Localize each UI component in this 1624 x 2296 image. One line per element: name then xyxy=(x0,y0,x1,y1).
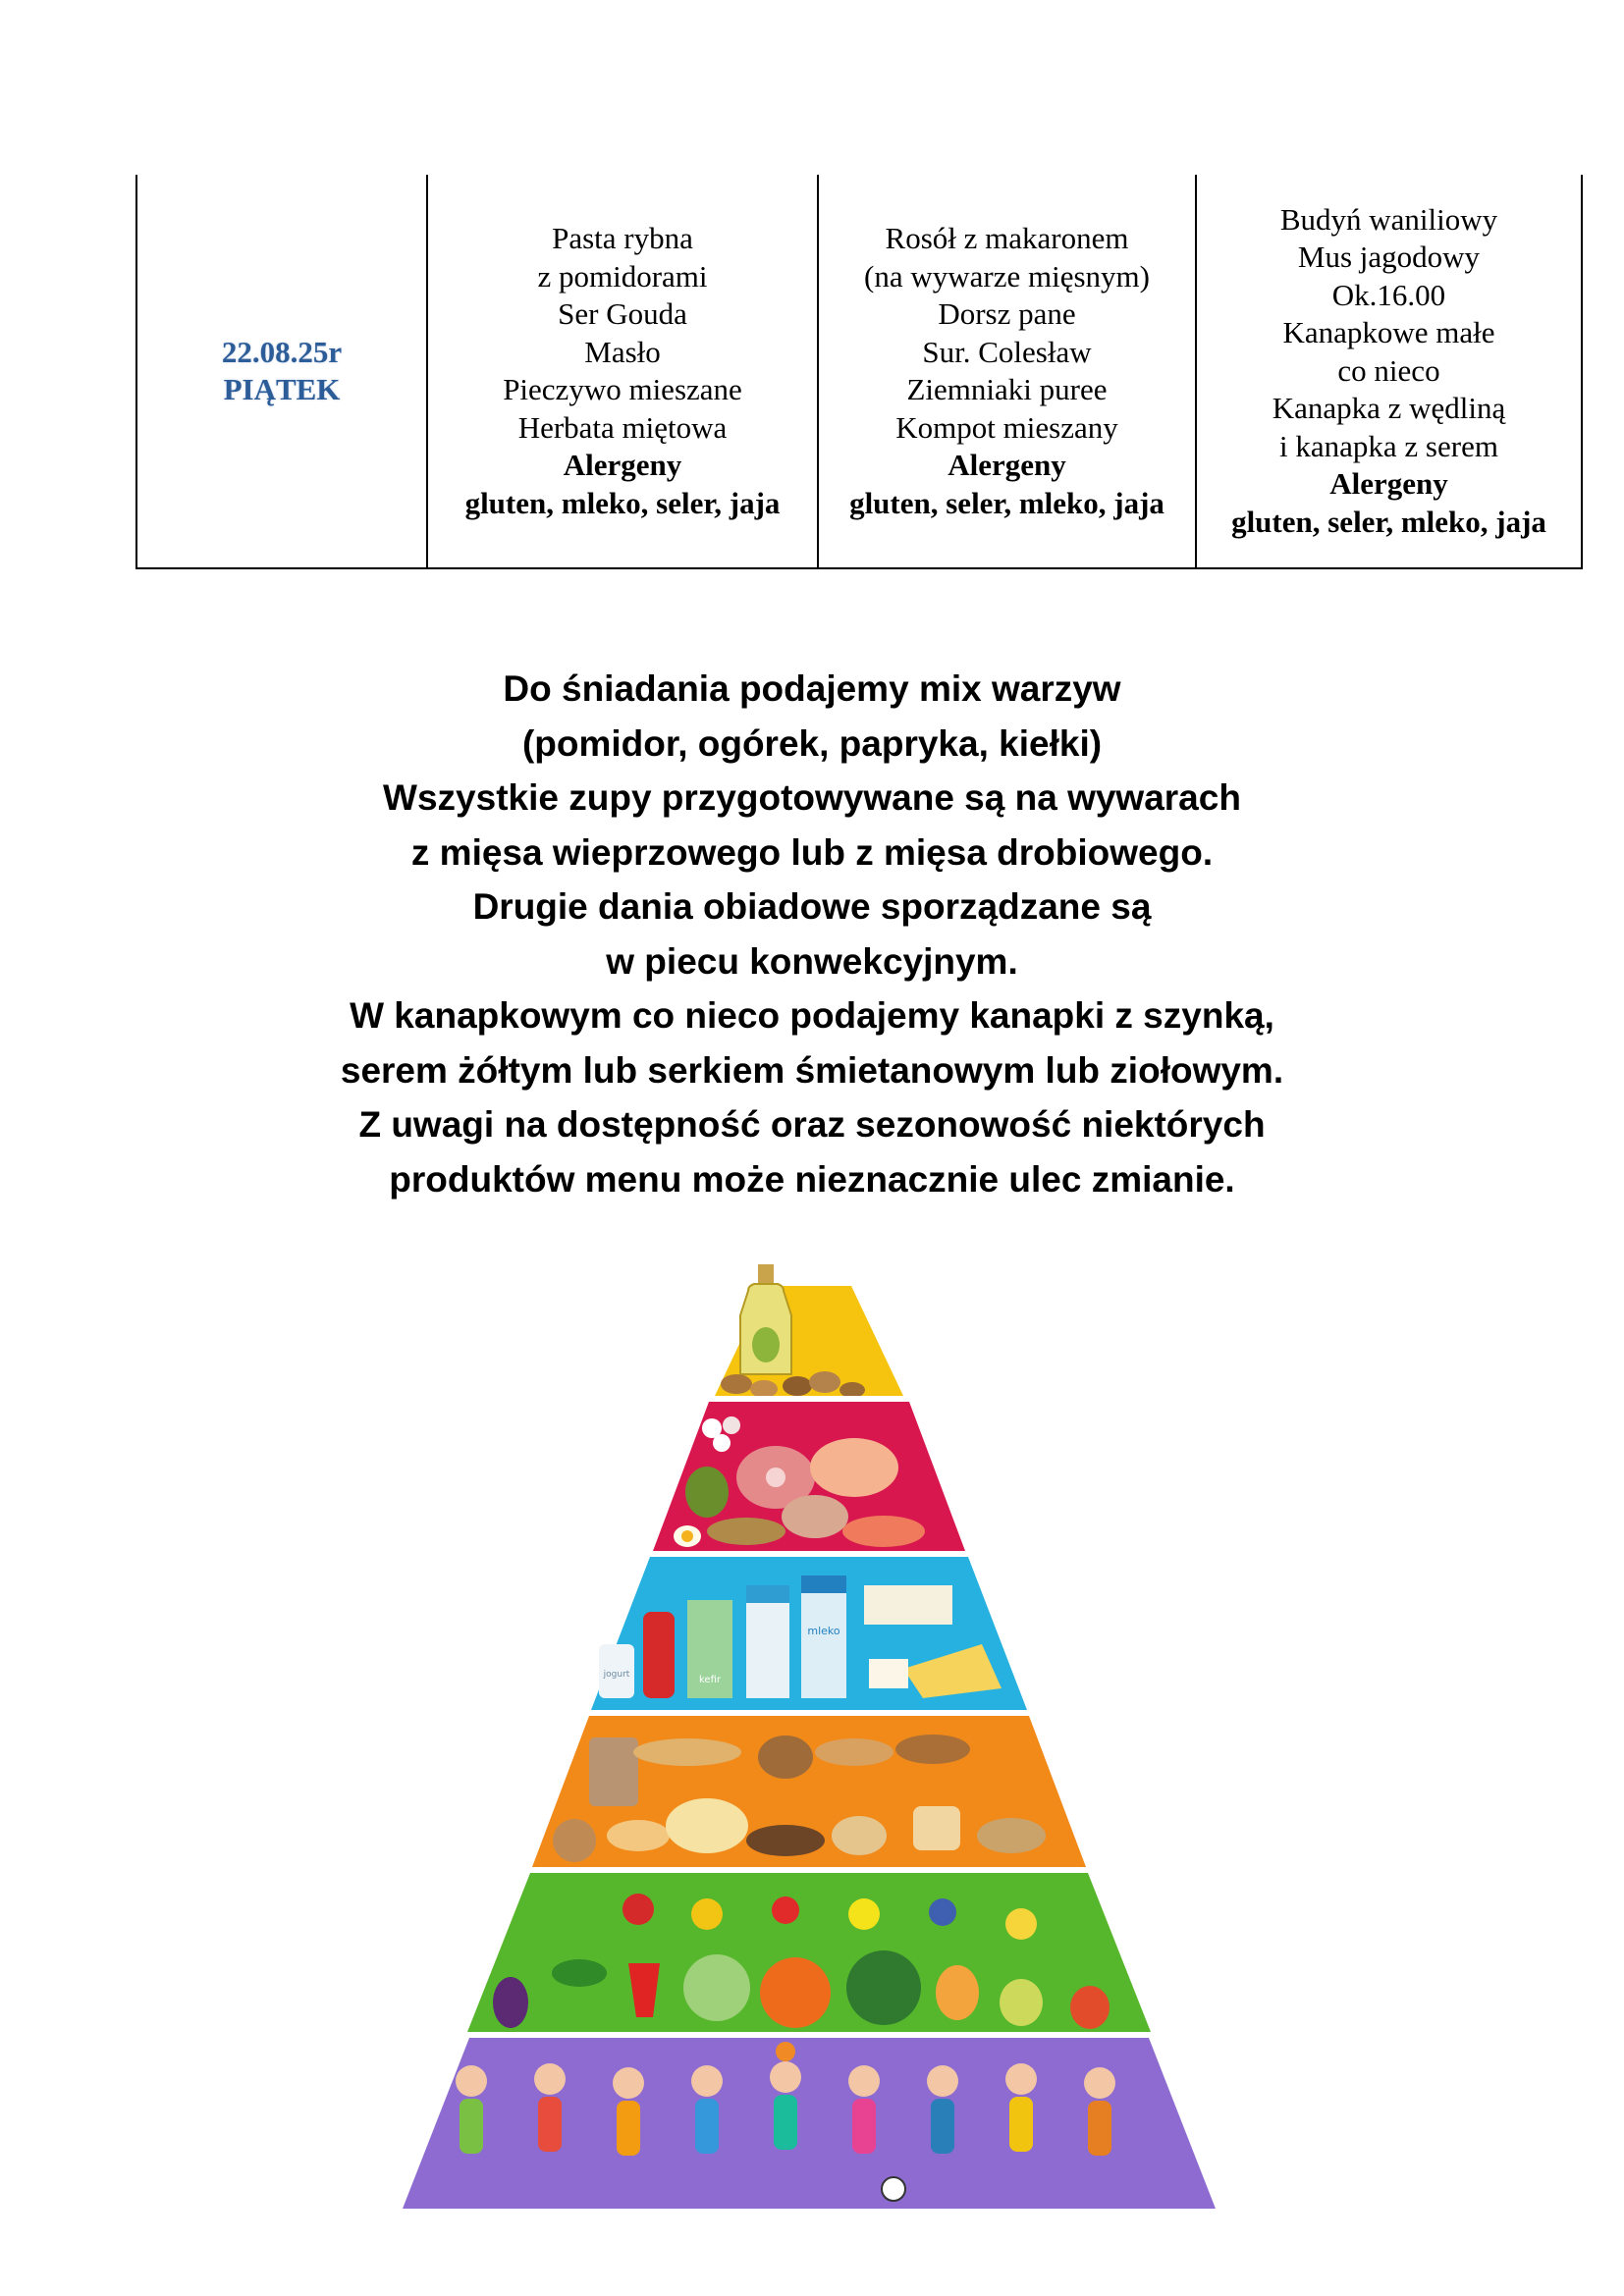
note-line: Drugie dania obiadowe sporządzane są xyxy=(472,886,1152,927)
allergen-list: gluten, seler, mleko, jaja xyxy=(849,485,1164,520)
note-line: (pomidor, ogórek, papryka, kiełki) xyxy=(521,722,1103,764)
snack-item: co nieco xyxy=(1337,352,1440,388)
food-pyramid-illustration xyxy=(0,1247,1624,2228)
breakfast-item: Herbata miętowa xyxy=(517,409,728,445)
lunch-item: Sur. Colesław xyxy=(922,334,1092,369)
carton-label: kefir xyxy=(699,1675,721,1685)
snack-item: i kanapka z serem xyxy=(1279,428,1498,463)
breakfast-cell xyxy=(427,175,818,568)
snack-cell xyxy=(1196,175,1582,568)
lunch-item: (na wywarze mięsnym) xyxy=(864,258,1150,294)
menu-weekday: PIĄTEK xyxy=(223,372,341,406)
breakfast-item: z pomidorami xyxy=(537,258,708,294)
snack-item: Ok.16.00 xyxy=(1331,277,1446,312)
allergen-list: gluten, mleko, seler, jaja xyxy=(464,485,781,520)
allergen-label: Alergeny xyxy=(1329,466,1448,502)
day-cell xyxy=(136,175,427,568)
snack-item: Mus jagodowy xyxy=(1297,240,1481,275)
note-line: z mięsa wieprzowego lub z mięsa drobiowego. xyxy=(410,831,1214,873)
note-line: w piecu konwekcyjnym. xyxy=(606,940,1018,982)
note-line: W kanapkowym co nieco podajemy kanapki z szynką, xyxy=(350,995,1274,1036)
menu-table xyxy=(135,175,1583,569)
oil-bottle-icon xyxy=(740,1264,791,1374)
menu-date: 22.08.25r xyxy=(221,334,343,369)
lunch-item: Ziemniaki puree xyxy=(906,372,1108,406)
allergen-label: Alergeny xyxy=(947,448,1066,482)
menu-row xyxy=(136,175,1582,568)
snack-item: Kanapkowe małe xyxy=(1282,315,1495,350)
breakfast-item: Pasta rybna xyxy=(552,221,693,255)
allergen-label: Alergeny xyxy=(563,448,682,482)
note-line: Wszystkie zupy przygotowywane są na wywarach xyxy=(383,777,1241,818)
breakfast-item: Ser Gouda xyxy=(558,296,687,331)
carton-label: jogurt xyxy=(603,1670,630,1680)
snack-item: Kanapka z wędliną xyxy=(1272,391,1506,426)
lunch-cell xyxy=(818,175,1196,568)
note-line: Do śniadania podajemy mix warzyw xyxy=(503,668,1121,709)
breakfast-item: Masło xyxy=(584,334,661,369)
note-line: produktów menu może nieznacznie ulec zmianie. xyxy=(389,1158,1235,1200)
menu-notes xyxy=(0,662,1624,1206)
lunch-item: Dorsz pane xyxy=(938,296,1076,331)
allergen-list: gluten, seler, mleko, jaja xyxy=(1231,504,1546,539)
snack-item: Budyń waniliowy xyxy=(1279,201,1498,237)
lunch-item: Kompot mieszany xyxy=(895,409,1118,445)
note-line: Z uwagi na dostępność oraz sezonowość niektórych xyxy=(358,1104,1266,1145)
lunch-item: Rosół z makaronem xyxy=(885,221,1129,255)
carton-label: mleko xyxy=(807,1625,840,1637)
breakfast-item: Pieczywo mieszane xyxy=(503,372,742,406)
note-line: serem żółtym lub serkiem śmietanowym lub ziołowym. xyxy=(340,1049,1284,1091)
